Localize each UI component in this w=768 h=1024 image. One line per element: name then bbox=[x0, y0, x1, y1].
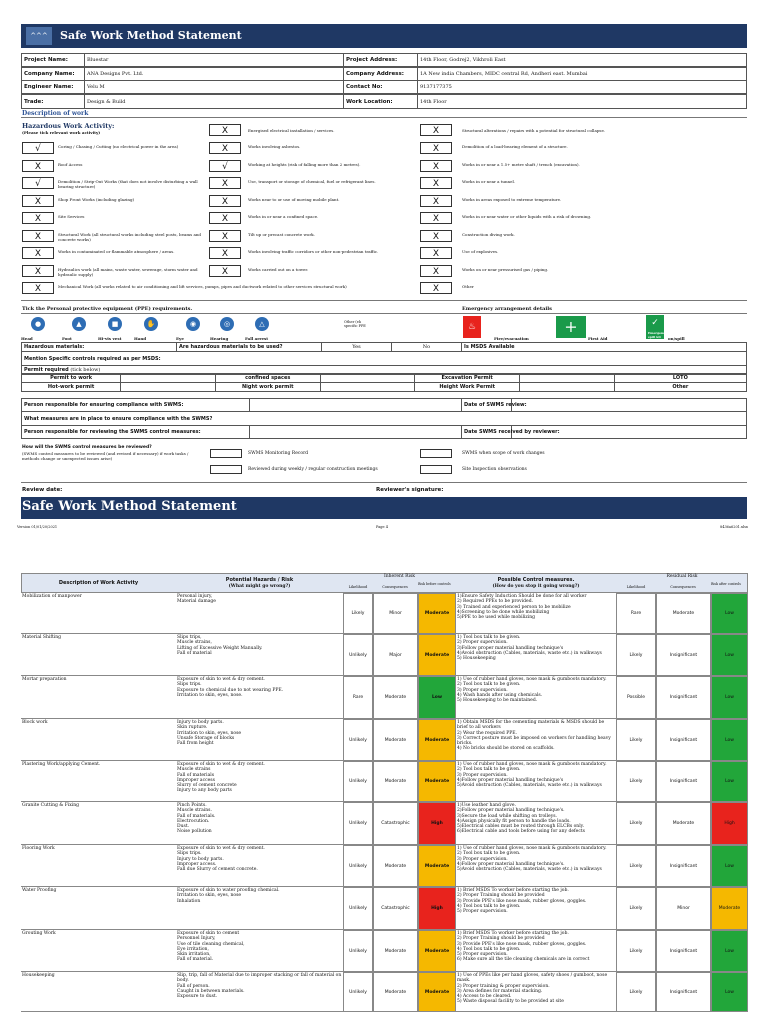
hazmat-label: Hazardous materials: bbox=[22, 343, 177, 352]
risk-after-cell: Low bbox=[711, 676, 748, 719]
consequence-cell: Moderate bbox=[373, 845, 418, 887]
likelihood-cell: Unlikely bbox=[343, 802, 373, 845]
controls-cell: 1) Tool box talk to be given. 2) Proper supervision. 3)Follow proper material handling technique's 4)Avoid obstruction (Cables, materials, waste etc.) in walkways 5) Housekeeping bbox=[457, 635, 602, 662]
hazard-text: Other bbox=[462, 284, 474, 289]
hazards-cell: Slips trips, Muscle strains, Lifting of Excessive Weight Manually. Fall of material bbox=[177, 635, 263, 656]
consequence2-cell: Insignificant bbox=[656, 719, 711, 761]
how-review-label: How will the SWMS control measures be reviewed? bbox=[22, 445, 152, 450]
risk-after-cell: High bbox=[711, 802, 748, 845]
permit-type: Night work permit bbox=[215, 383, 320, 392]
risk-after-cell: Low bbox=[711, 593, 748, 634]
risk-before-cell: Moderate bbox=[418, 761, 456, 802]
activity-cell: Block work bbox=[22, 720, 48, 725]
info-row bbox=[21, 94, 747, 109]
hazard-text: Working at heights (risk of falling more than 2 metres). bbox=[248, 161, 361, 167]
company-logo: ^^^ bbox=[26, 27, 52, 45]
hazard-title: Hazardous Work Activity: bbox=[22, 122, 115, 130]
hazard-text: Works in areas exposed to extreme temperature. bbox=[462, 196, 562, 202]
hazmat-table bbox=[21, 342, 747, 375]
head-protection-icon[interactable]: ● bbox=[31, 317, 45, 331]
hand-protection-icon[interactable]: ✋ bbox=[144, 317, 158, 331]
activity-cell: Plastering Work/applying Cement. bbox=[22, 762, 101, 767]
hazard-mark[interactable]: X bbox=[22, 195, 54, 207]
likelihood-cell: Likely bbox=[343, 593, 373, 634]
hazard-text: Structural Work (all structural works including steel posts, beams and concrete works) bbox=[58, 231, 201, 242]
emergency-label: Emergency spill kit bbox=[648, 331, 667, 339]
risk-before-cell: High bbox=[418, 802, 456, 845]
likelihood-cell: Unlikely bbox=[343, 887, 373, 930]
permit-type: Other bbox=[614, 383, 746, 392]
permit-check[interactable] bbox=[520, 383, 615, 392]
doc-id: 8436a6201.xlsx bbox=[720, 525, 748, 529]
field-value[interactable]: ANA Designs Pvt. Ltd. bbox=[85, 68, 344, 81]
review-person-value[interactable] bbox=[250, 426, 462, 439]
hazard-mark[interactable]: X bbox=[209, 142, 241, 154]
hazards-cell: Personal injury, Material damage bbox=[177, 594, 216, 605]
date-review-value[interactable] bbox=[512, 399, 747, 412]
hazards-cell: Exposure of skin to cement Personnel Injury, Use of tile cleaning chemical, Eye irritation, Skin irritation, Fall of material. bbox=[177, 931, 245, 963]
col-controls-sub: (How do you stop it going wrong?) bbox=[492, 584, 580, 589]
hazard-mark[interactable]: √ bbox=[22, 142, 54, 154]
review-person-label: Person responsible for reviewing the SWMS control measures: bbox=[22, 426, 250, 439]
hazard-mark[interactable]: X bbox=[209, 195, 241, 207]
field-label: Contact No: bbox=[344, 81, 418, 94]
hazard-text: Coring / Chasing / Cutting (no electrical power in the area) bbox=[58, 144, 179, 149]
risk-before-cell: Moderate bbox=[418, 972, 456, 1012]
emergency-title: Emergency arrangement details bbox=[462, 306, 552, 312]
field-value[interactable]: Velu M bbox=[85, 81, 344, 94]
ppe-label: Foot bbox=[62, 336, 72, 341]
info-row bbox=[21, 67, 747, 81]
hazards-cell: Exposure of skin to wet & dry cement. Slips trips. Injury to body parts. Improper access. Fall due Slurry of cement concrete. bbox=[177, 846, 265, 873]
ppe-label: Eye bbox=[176, 336, 184, 341]
col-consequences2: Consequences bbox=[670, 585, 696, 589]
hazard-text: Tilt up or precast concrete work. bbox=[248, 231, 315, 237]
hazard-text: Works carried out on a tower. bbox=[248, 266, 309, 272]
hazards-cell: Injury to body parts. Skin rupture. Irritation to skin, eyes, nose Unsafe Storage of blocks Fall from height bbox=[177, 720, 242, 747]
hazard-text: Demolition / Strip-Out Works (that does not involve disturbing a wall bearing structure) bbox=[58, 179, 198, 189]
activity-cell: Flooring Work bbox=[22, 846, 55, 851]
activity-cell: Housekeeping bbox=[22, 973, 55, 978]
hazard-text: Use of explosives. bbox=[462, 249, 499, 254]
review-checkbox[interactable] bbox=[420, 465, 452, 474]
hazard-mark[interactable]: X bbox=[22, 282, 54, 294]
permit-check[interactable] bbox=[121, 383, 216, 392]
hazards-cell: Exposure of skin to wet & dry cement. Muscle strains Fall of materials Improper access Slurry of cement concrete Injury to any body parts bbox=[177, 762, 265, 794]
risk-before-cell: Moderate bbox=[418, 930, 456, 972]
field-value[interactable]: 14th Floor bbox=[418, 95, 747, 109]
hazard-text: Energised electrical installation / services. bbox=[248, 128, 335, 133]
col-residual: Residual Risk bbox=[666, 574, 698, 579]
controls-cell: 1) Use of PPEs like per hand gloves, safety shoes / gumboot, nose mask. 2) Proper training & proper supervision. 3) Area defines for material stacking. 4) Access to be cleared. 5) Waste disposal facility to be provided at site bbox=[457, 973, 608, 1005]
risk-after-cell: Low bbox=[711, 761, 748, 802]
permit-type: Hot-work permit bbox=[22, 383, 121, 392]
hazmat-question: Are hazardous materials to be used? bbox=[177, 343, 322, 352]
ppe-label: Hearing bbox=[210, 336, 229, 341]
activity-cell: Mortar preparation bbox=[22, 677, 67, 682]
consequence2-cell: Insignificant bbox=[656, 972, 711, 1012]
controls-cell: 1) Use of rubber hand gloves, nose mask & gumboots mandatory. 2) Tool box talk to be given. 3) Proper supervision. 4) Wash hands after using chemicals. 5) Housekeeping to be maintained. bbox=[457, 677, 607, 704]
hazard-text: Works in or near water or other liquids with a risk of drowning. bbox=[462, 214, 592, 219]
hazard-mark[interactable]: X bbox=[420, 230, 452, 242]
field-label: Company Address: bbox=[344, 68, 418, 81]
likelihood-cell: Unlikely bbox=[343, 930, 373, 972]
likelihood-cell: Unlikely bbox=[343, 761, 373, 802]
ppe-label: Hi-vis vest bbox=[98, 336, 122, 341]
likelihood-cell: Unlikely bbox=[343, 719, 373, 761]
consequence2-cell: Insignificant bbox=[656, 845, 711, 887]
col-controls: Possible Control measures. bbox=[497, 577, 575, 583]
consequence2-cell: Minor bbox=[656, 887, 711, 930]
col-risk-after: Risk after controls bbox=[711, 582, 741, 586]
risk-after-cell: Low bbox=[711, 845, 748, 887]
no-option[interactable]: No bbox=[392, 343, 462, 352]
info-row bbox=[21, 53, 747, 67]
first-aid-icon: + bbox=[556, 316, 586, 338]
hazard-text: Works involving traffic corridors or other non-pedestrian traffic. bbox=[248, 249, 379, 254]
hazard-mark[interactable]: X bbox=[420, 142, 452, 154]
consequence-cell: Moderate bbox=[373, 972, 418, 1012]
review-checkbox[interactable] bbox=[210, 449, 242, 458]
consequence-cell: Moderate bbox=[373, 676, 418, 719]
version-text: Version 01/01/20/2021 bbox=[17, 525, 58, 529]
consequence2-cell: Insignificant bbox=[656, 930, 711, 972]
hazard-mark[interactable]: X bbox=[209, 247, 241, 259]
review-option: SWMS Monitoring Record bbox=[248, 451, 309, 456]
date-received-label: Date SWMS received by reviewer: bbox=[462, 426, 512, 439]
hazard-mark[interactable]: X bbox=[420, 195, 452, 207]
likelihood-cell: Unlikely bbox=[343, 845, 373, 887]
hazards-cell: Exposure of skin to water proofing chemical. Irritation to skin, eyes, nose Inhalation bbox=[177, 888, 280, 904]
controls-cell: 1)Use leather hand glove. 2)Follow proper material handling technique's. 3)Secure the load while shifting on trolleys. 4)Assign physically fit person to handle the loads. 5)Electrical cables must be routed through ELCBs only. 6)Electrical cable and tools before using for any defects bbox=[457, 803, 585, 835]
field-label: Project Name: bbox=[22, 54, 85, 67]
permit-sub: (tick below) bbox=[70, 367, 101, 373]
hazard-text: Structural alterations / repairs with a potential for structural collapse. bbox=[462, 128, 606, 133]
risk-after-cell: Moderate bbox=[711, 887, 748, 930]
activity-cell: Granite Cutting & Fixing bbox=[22, 803, 80, 808]
controls-cell: 1) Brief MSDS To worker before starting the job. 2) Proper Training should be provided 3) Provide PPE's like nose mask, rubber gloves, goggles. 4) Tool box talk to be given. 5) Proper supervision. bbox=[457, 888, 587, 915]
hazard-text: Mechanical Work (all works related to air conditioning and lift services, pumps, pipes and ductwork related to other services structural work) bbox=[58, 284, 347, 289]
hazard-text: Works in or near a tunnel. bbox=[462, 179, 516, 184]
likelihood2-cell: Rare bbox=[616, 593, 656, 634]
hi-vis-vest-icon[interactable]: ■ bbox=[108, 317, 122, 331]
hazard-text: Works in contaminated or flammable atmosphere / areas. bbox=[58, 249, 175, 254]
hazard-mark[interactable]: X bbox=[22, 265, 54, 277]
review-date-label: Review date: bbox=[22, 487, 63, 493]
review-checkbox[interactable] bbox=[420, 449, 452, 458]
col-likelihood: Likelihood bbox=[348, 585, 368, 589]
col-likelihood2: Likelihood bbox=[626, 585, 646, 589]
consequence-cell: Catastrophic bbox=[373, 887, 418, 930]
permit-table bbox=[21, 373, 747, 392]
hazard-text: Works in or near a 1.5+ metre shaft / trench (excavation). bbox=[462, 161, 580, 167]
hazard-mark[interactable]: √ bbox=[209, 160, 241, 172]
emergency-label: Fire/evacuation bbox=[494, 336, 529, 341]
foot-protection-icon[interactable]: ▲ bbox=[72, 317, 86, 331]
hearing-protection-icon[interactable]: ◎ bbox=[220, 317, 234, 331]
resp-label: Person responsible for ensuring compliance with SWMS: bbox=[22, 399, 250, 412]
hazards-cell: Slip, trip, fall of Material due to improper stacking or fall of material on body. Fall of person. Caught in between materials. Exposure to dust. bbox=[177, 973, 342, 1000]
likelihood-cell: Unlikely bbox=[343, 634, 373, 676]
col-hazards: Potential Hazards / Risk bbox=[225, 577, 294, 583]
hazard-mark[interactable]: X bbox=[209, 124, 241, 136]
hazard-text: Works involving asbestos. bbox=[248, 144, 301, 149]
hazard-text: Works near to or use of moving mobile plant. bbox=[248, 196, 340, 202]
likelihood2-cell: Likely bbox=[616, 845, 656, 887]
hazard-mark[interactable]: X bbox=[209, 230, 241, 242]
hazard-mark[interactable]: X bbox=[22, 160, 54, 172]
permit-type: LOTO bbox=[614, 374, 746, 383]
consequence2-cell: Moderate bbox=[656, 802, 711, 845]
permit-type: Height Work Permit bbox=[415, 383, 520, 392]
ppe-label: Head bbox=[21, 336, 33, 341]
page-number: Page 4 bbox=[376, 525, 388, 529]
fire-evacuation-icon: ♨ bbox=[463, 316, 481, 338]
emergency-label: First Aid bbox=[588, 336, 608, 341]
risk-before-cell: High bbox=[418, 887, 456, 930]
hazard-mark[interactable]: X bbox=[420, 265, 452, 277]
permit-check[interactable] bbox=[520, 374, 615, 383]
risk-before-cell: Moderate bbox=[418, 634, 456, 676]
activity-cell: Material Shifting bbox=[22, 635, 62, 640]
msds-mention: Mention Specific controls required as per MSDS: bbox=[22, 352, 747, 366]
consequence2-cell: Insignificant bbox=[656, 761, 711, 802]
field-label: Work Location: bbox=[344, 95, 418, 109]
hazard-mark[interactable]: X bbox=[420, 282, 452, 294]
risk-after-cell: Low bbox=[711, 930, 748, 972]
reviewer-sig-label: Reviewer's signature: bbox=[376, 487, 444, 493]
ppe-label: Fall arrest bbox=[245, 336, 269, 341]
activity-cell: Grouting Work bbox=[22, 931, 56, 936]
likelihood2-cell: Likely bbox=[616, 802, 656, 845]
review-option: Reviewed during weekly / regular construction meetings bbox=[248, 467, 378, 472]
likelihood2-cell: Likely bbox=[616, 634, 656, 676]
hazard-mark[interactable]: X bbox=[22, 212, 54, 224]
likelihood2-cell: Likely bbox=[616, 761, 656, 802]
permit-type: Excavation Permit bbox=[415, 374, 520, 383]
resp-value[interactable] bbox=[250, 399, 462, 412]
hazard-mark[interactable]: X bbox=[420, 177, 452, 189]
likelihood2-cell: Likely bbox=[616, 887, 656, 930]
permit-check[interactable] bbox=[320, 374, 415, 383]
consequence2-cell: Insignificant bbox=[656, 634, 711, 676]
likelihood2-cell: Likely bbox=[616, 930, 656, 972]
likelihood-cell: Rare bbox=[343, 676, 373, 719]
hazard-text: Construction diving work. bbox=[462, 231, 515, 237]
hazard-text: Hydraulics work (all mains, waste water, sewerage, storm water and hydraulic supply) bbox=[58, 266, 198, 277]
col-risk-before: Risk before controls bbox=[418, 582, 451, 586]
eye-protection-icon[interactable]: ◉ bbox=[186, 317, 200, 331]
activity-cell: Mobilization of manpower bbox=[22, 594, 82, 599]
hazard-sub: (Please tick relevant work activity) bbox=[22, 130, 101, 135]
fall-arrest-icon[interactable]: △ bbox=[255, 317, 269, 331]
risk-before-cell: Low bbox=[418, 676, 456, 719]
controls-cell: 1) Use of rubber hand gloves, nose mask & gumboots mandatory. 2) Tool box talk to be given. 3) Proper supervision. 4)Follow proper material handling technique's. 5)Avoid obstruction (Cables, materials, waste etc.) in walkways bbox=[457, 846, 607, 873]
hazard-text: Works in or near a confined space. bbox=[248, 214, 319, 219]
permit-check[interactable] bbox=[320, 383, 415, 392]
hazard-mark[interactable]: X bbox=[22, 247, 54, 259]
hazard-mark[interactable]: X bbox=[420, 212, 452, 224]
hazard-mark[interactable]: X bbox=[420, 247, 452, 259]
field-value[interactable]: 14th Floor, Godrej2, Vikhroli East bbox=[418, 54, 747, 67]
risk-before-cell: Moderate bbox=[418, 593, 456, 634]
hazard-text: Use, transport or storage of chemical, fuel or refrigerant lines. bbox=[248, 179, 376, 184]
msds-label: Is MSDS Available bbox=[462, 343, 747, 352]
hazard-text: Demolition of a load-bearing element of a structure. bbox=[462, 144, 568, 149]
permit-type: confined spaces bbox=[215, 374, 320, 383]
ppe-title: Tick the Personal protective equipment (PPE) requirements. bbox=[22, 306, 193, 312]
risk-after-cell: Low bbox=[711, 719, 748, 761]
hazard-mark[interactable]: X bbox=[209, 212, 241, 224]
how-review-sub: (SWMS control measures to be reviewed (and revised if necessary) if work tasks / methods change or unexpected issues arise) bbox=[22, 451, 189, 461]
spill-kit-icon: ✓ bbox=[646, 315, 664, 339]
consequence2-cell: Moderate bbox=[656, 593, 711, 634]
hazard-mark[interactable]: X bbox=[420, 124, 452, 136]
footer-title: Safe Work Method Statement bbox=[22, 499, 237, 514]
compliance-table bbox=[21, 398, 747, 439]
consequence-cell: Catastrophic bbox=[373, 802, 418, 845]
ppe-label: Hand bbox=[134, 336, 147, 341]
consequence-cell: Major bbox=[373, 634, 418, 676]
review-checkbox[interactable] bbox=[210, 465, 242, 474]
info-row bbox=[21, 80, 747, 94]
hazard-mark[interactable]: X bbox=[22, 230, 54, 242]
risk-before-cell: Moderate bbox=[418, 719, 456, 761]
hazard-mark[interactable]: X bbox=[209, 265, 241, 277]
consequence-cell: Moderate bbox=[373, 761, 418, 802]
hazard-text: Shop Front Works (including glazing) bbox=[58, 196, 135, 202]
hazard-mark[interactable]: X bbox=[209, 177, 241, 189]
permit-check[interactable] bbox=[121, 374, 216, 383]
yes-option[interactable]: Yes bbox=[322, 343, 392, 352]
likelihood2-cell: Possible bbox=[616, 676, 656, 719]
consequence-cell: Moderate bbox=[373, 930, 418, 972]
col-inherent: Inherent Risk bbox=[383, 574, 416, 579]
field-label: Engineer Name: bbox=[22, 81, 85, 94]
hazards-cell: Pinch Points. Muscle strains. Fall of materials. Electrocution. Dust. Noise pollution bbox=[177, 803, 216, 835]
controls-cell: 1) Brief MSDS To worker before starting the job. 2) Proper Training should be provided 3) Provide PPE's like nose mask, rubber gloves, goggles. 4) Tool box talk to be given. 5) Proper supervision. 6) Make sure all the tile cleaning chemicals are in correct bbox=[457, 931, 590, 963]
hazard-mark[interactable]: X bbox=[420, 160, 452, 172]
permit-type: Permit to work bbox=[22, 374, 121, 383]
controls-cell: 1) Use of rubber hand gloves, nose mask & gumboots mandatory. 2) Tool box talk to be given. 3) Proper supervision. 4)Follow proper material handling technique's 5)Avoid obstruction (Cables, materials, waste etc.) in walkways bbox=[457, 762, 607, 789]
page-title: Safe Work Method Statement bbox=[60, 29, 242, 42]
risk-before-cell: Moderate bbox=[418, 845, 456, 887]
measures-label: What measures are in place to ensure compliance with the SWMS? bbox=[22, 412, 747, 426]
ppe-other: Other (eh specific PPE bbox=[344, 320, 366, 328]
field-value[interactable]: 1A New india Chambers, MIDC central Rd, Andheri east. Mumbai bbox=[418, 68, 747, 81]
hazards-cell: Exposure of skin to wet & dry cement. Slips trips. Exposure to chemical due to not wearing PPE. Irritation to skin, eyes, nose. bbox=[177, 677, 284, 698]
col-activity: Description of Work Activity bbox=[58, 580, 139, 586]
review-option: Site Inspection observations bbox=[462, 467, 527, 472]
hazard-text: Roof Access bbox=[58, 161, 83, 167]
consequence2-cell: Insignificant bbox=[656, 676, 711, 719]
controls-cell: 1) Obtain MSDS for the cementing materials & MSDS should be brief to all workers 2) Wear the required PPE. 3) Correct posture must be imposed on workers for handling heavy bricks. 4) No bricks should be stored on scaffolds. bbox=[457, 720, 611, 752]
field-label: Company Name: bbox=[22, 68, 85, 81]
controls-cell: 1)Ensure Safety Induction Should be done for all worker 2) Required PPEs to be provided. 3) Trained and experienced person to be mobilize 4)Screening to be done while mobilizing 5)PPE to be used while mobilizing bbox=[457, 594, 587, 621]
hazard-mark[interactable]: √ bbox=[22, 177, 54, 189]
col-hazards-sub: (What might go wrong?) bbox=[228, 584, 291, 589]
risk-after-cell: Low bbox=[711, 972, 748, 1012]
consequence-cell: Minor bbox=[373, 593, 418, 634]
emergency-label: on/spill bbox=[668, 336, 685, 341]
risk-after-cell: Low bbox=[711, 634, 748, 676]
permit-label: Permit required bbox=[24, 367, 69, 373]
field-value[interactable]: Design & Build bbox=[85, 95, 344, 109]
field-value[interactable]: 9137177375 bbox=[418, 81, 747, 94]
col-consequences: Consequences bbox=[382, 585, 408, 589]
hazard-text: Site Services bbox=[58, 214, 85, 219]
likelihood2-cell: Likely bbox=[616, 972, 656, 1012]
likelihood-cell: Unlikely bbox=[343, 972, 373, 1012]
activity-cell: Water Proofing bbox=[22, 888, 57, 893]
field-label: Trade: bbox=[22, 95, 85, 109]
likelihood2-cell: Likely bbox=[616, 719, 656, 761]
hazard-text: Works on or near pressurised gas / piping. bbox=[462, 266, 549, 272]
review-option: SWMS when scope of work changes bbox=[462, 451, 545, 456]
consequence-cell: Moderate bbox=[373, 719, 418, 761]
field-label: Project Address: bbox=[344, 54, 418, 67]
field-value[interactable]: Bluestar bbox=[85, 54, 344, 67]
date-review-label: Date of SWMS review: bbox=[462, 399, 512, 412]
description-label: Description of work bbox=[22, 110, 89, 117]
